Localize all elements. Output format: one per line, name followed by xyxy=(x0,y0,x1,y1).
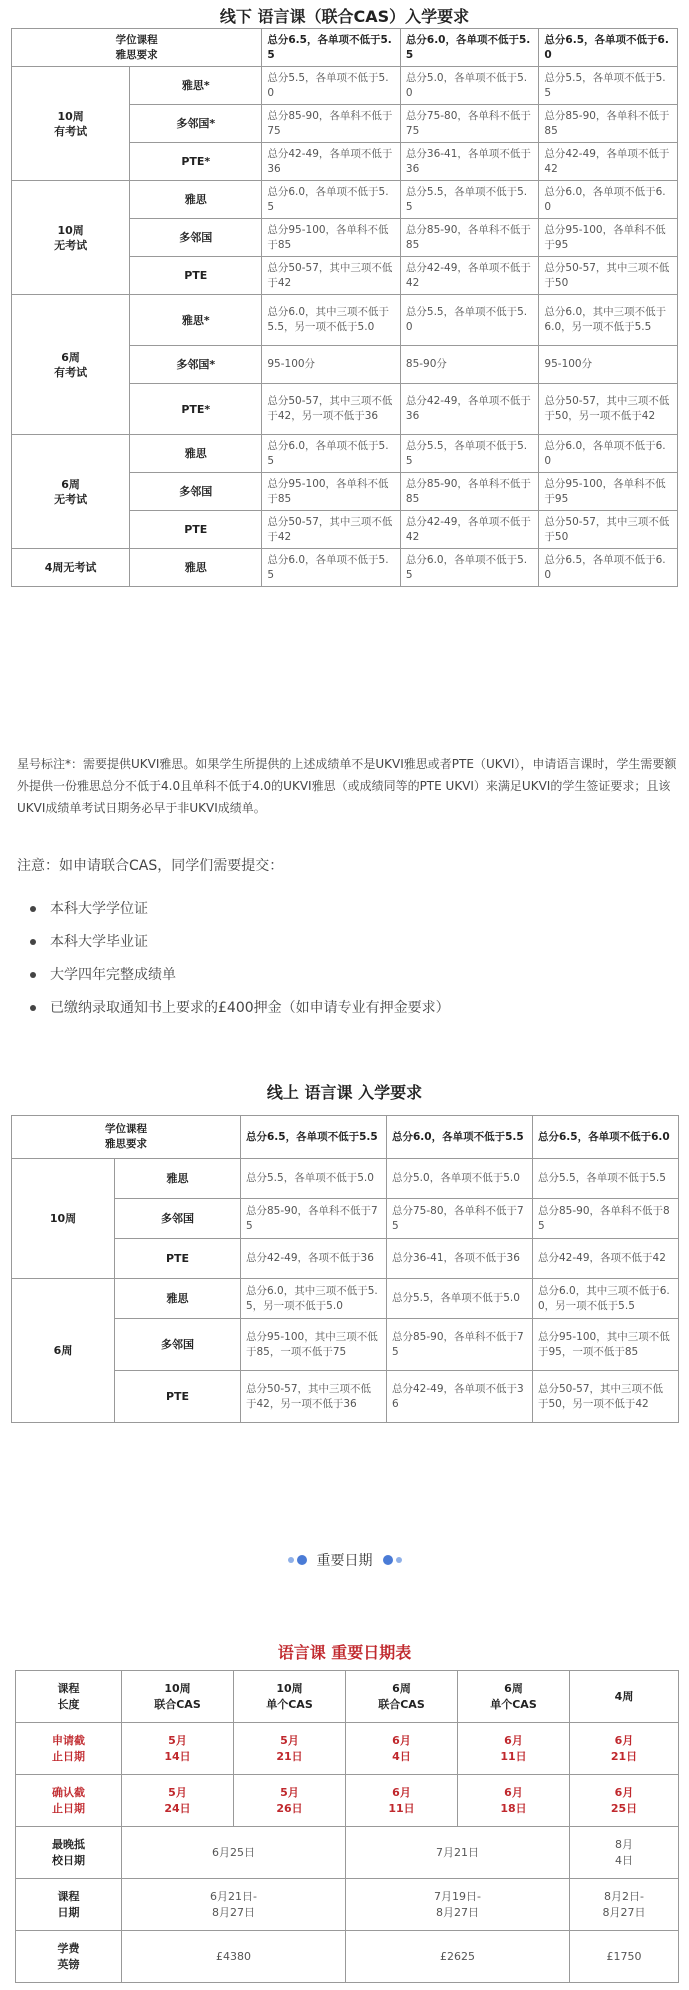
date-cell: 5月 21日 xyxy=(234,1723,346,1775)
date-cell: 6月 11日 xyxy=(458,1723,570,1775)
requirement-cell: 总分5.5，各单项不低于5.5 xyxy=(539,67,678,105)
test-type-cell: PTE xyxy=(115,1239,241,1279)
test-type-cell: PTE xyxy=(130,257,262,295)
requirement-cell: 总分50-57，其中三项不低于42 xyxy=(262,511,401,549)
test-type-cell: PTE* xyxy=(130,143,262,181)
table-row xyxy=(12,549,678,587)
requirement-cell: 总分50-57，其中三项不低于50 xyxy=(539,257,678,295)
table-row xyxy=(16,1827,679,1879)
group-label-cell: 6周 有考试 xyxy=(12,295,130,435)
test-type-cell: PTE xyxy=(115,1371,241,1423)
requirement-cell: 总分42-49，各单项不低于36 xyxy=(387,1371,533,1423)
date-cell: 5月 26日 xyxy=(234,1775,346,1827)
requirement-cell: 总分75-80，各单科不低于75 xyxy=(400,105,539,143)
header-cell: 总分6.0，各单项不低于5.5 xyxy=(400,29,539,67)
dots-icon xyxy=(288,1555,307,1565)
table-row xyxy=(16,1775,679,1827)
attention-list xyxy=(30,899,450,1031)
confirm-deadline-label: 确认截 止日期 xyxy=(16,1775,122,1827)
dates-table xyxy=(15,1670,679,1983)
test-type-cell: 多邻国 xyxy=(115,1319,241,1371)
fee-cell: £1750 xyxy=(570,1931,679,1983)
requirement-cell: 总分6.0，各单项不低于5.5 xyxy=(262,435,401,473)
table-row xyxy=(16,1723,679,1775)
requirement-cell: 总分42-49，各单项不低于36 xyxy=(400,384,539,435)
requirement-cell: 85-90分 xyxy=(400,346,539,384)
requirement-cell: 总分42-49，各项不低于42 xyxy=(533,1239,679,1279)
date-cell: 8月2日- 8月27日 xyxy=(570,1879,679,1931)
group-label-cell: 6周 无考试 xyxy=(12,435,130,549)
bullet-icon xyxy=(30,906,36,912)
requirement-cell: 总分95-100，各单科不低于85 xyxy=(262,219,401,257)
test-type-cell: 雅思 xyxy=(130,181,262,219)
date-cell: 6月 21日 xyxy=(570,1723,679,1775)
requirement-cell: 总分36-41，各单项不低于36 xyxy=(400,143,539,181)
date-cell: 6月 18日 xyxy=(458,1775,570,1827)
requirement-cell: 总分6.0，各单项不低于5.5 xyxy=(400,549,539,587)
requirement-cell: 总分42-49，各单项不低于42 xyxy=(400,511,539,549)
requirement-cell: 总分6.0，各单项不低于5.5 xyxy=(262,549,401,587)
requirement-cell: 总分5.5，各单项不低于5.5 xyxy=(533,1159,679,1199)
table-row xyxy=(12,181,678,219)
offline-title: 线下 语言课（联合CAS）入学要求 xyxy=(219,7,470,26)
group-label-cell: 6周 xyxy=(12,1279,115,1423)
header-label-cell: 学位课程 雅思要求 xyxy=(12,1116,241,1159)
requirement-cell: 总分5.5，各单项不低于5.0 xyxy=(387,1279,533,1319)
requirement-cell: 总分85-90，各单科不低于75 xyxy=(387,1319,533,1371)
fee-label: 学费 英镑 xyxy=(16,1931,122,1983)
requirement-cell: 总分5.5，各单项不低于5.0 xyxy=(262,67,401,105)
test-type-cell: 雅思 xyxy=(115,1159,241,1199)
test-type-cell: 雅思 xyxy=(130,549,262,587)
table-row xyxy=(12,1159,679,1199)
requirement-cell: 总分75-80，各单科不低于75 xyxy=(387,1199,533,1239)
arrival-label: 最晚抵 校日期 xyxy=(16,1827,122,1879)
date-cell: 8月 4日 xyxy=(570,1827,679,1879)
requirement-cell: 95-100分 xyxy=(539,346,678,384)
header-cell: 总分6.5，各单项不低于5.5 xyxy=(241,1116,387,1159)
date-cell: 5月 14日 xyxy=(122,1723,234,1775)
table-row xyxy=(16,1671,679,1723)
online-requirements-table xyxy=(11,1115,679,1423)
requirement-cell: 总分50-57，其中三项不低于50，另一项不低于42 xyxy=(539,384,678,435)
test-type-cell: 雅思* xyxy=(130,295,262,346)
list-item: 本科大学学位证 xyxy=(30,899,450,932)
requirement-cell: 总分42-49，各单项不低于42 xyxy=(400,257,539,295)
table-row xyxy=(12,435,678,473)
requirement-cell: 总分50-57，其中三项不低于42，另一项不低于36 xyxy=(241,1371,387,1423)
apply-deadline-label: 申请截 止日期 xyxy=(16,1723,122,1775)
divider-label: 重要日期 xyxy=(316,1553,373,1569)
table-row xyxy=(16,1879,679,1931)
test-type-cell: 雅思 xyxy=(130,435,262,473)
important-dates-divider xyxy=(0,1550,689,1570)
requirement-cell: 总分6.0，各单项不低于5.5 xyxy=(262,181,401,219)
requirement-cell: 总分6.5，各单项不低于6.0 xyxy=(539,549,678,587)
requirement-cell: 总分85-90，各单科不低于85 xyxy=(533,1199,679,1239)
requirement-cell: 总分85-90，各单科不低于75 xyxy=(241,1199,387,1239)
header-cell: 4周 xyxy=(570,1671,679,1723)
table-row xyxy=(12,67,678,105)
requirement-cell: 总分95-100，各单科不低于95 xyxy=(539,473,678,511)
group-label-cell: 10周 有考试 xyxy=(12,67,130,181)
test-type-cell: 多邻国* xyxy=(130,346,262,384)
requirement-cell: 总分6.0，各单项不低于6.0 xyxy=(539,181,678,219)
requirement-cell: 总分95-100，其中三项不低于95，一项不低于85 xyxy=(533,1319,679,1371)
requirement-cell: 总分5.5，各单项不低于5.0 xyxy=(400,295,539,346)
requirement-cell: 总分36-41，各项不低于36 xyxy=(387,1239,533,1279)
table-row xyxy=(12,295,678,346)
test-type-cell: 多邻国 xyxy=(130,219,262,257)
fee-cell: £4380 xyxy=(122,1931,346,1983)
requirement-cell: 总分42-49，各单项不低于36 xyxy=(262,143,401,181)
requirement-cell: 总分6.0，各单项不低于6.0 xyxy=(539,435,678,473)
test-type-cell: PTE* xyxy=(130,384,262,435)
date-cell: 6月25日 xyxy=(122,1827,346,1879)
ukvi-footnote: 星号标注*：需要提供UKVI雅思。如果学生所提供的上述成绩单不是UKVI雅思或者PTE（UKVI），申请语言课时，学生需要额外提供一份雅思总分不低于4.0且单科不低于4.0的UKVI雅思（或成绩同等的PTE UKVI）来满足UKVI的学生签证要求；且该UKVI成绩单考试日期务必早于非UKVI成绩单。 xyxy=(17,757,677,815)
list-item: 已缴纳录取通知书上要求的£400押金（如申请专业有押金要求） xyxy=(30,998,450,1031)
header-cell: 总分6.5，各单项不低于6.0 xyxy=(539,29,678,67)
group-label-cell: 10周 无考试 xyxy=(12,181,130,295)
test-type-cell: 雅思* xyxy=(130,67,262,105)
table-row xyxy=(12,29,678,67)
test-type-cell: PTE xyxy=(130,511,262,549)
date-cell: 7月21日 xyxy=(346,1827,570,1879)
date-cell: 6月 11日 xyxy=(346,1775,458,1827)
requirement-cell: 总分6.0，其中三项不低于6.0，另一项不低于5.5 xyxy=(539,295,678,346)
requirement-cell: 总分50-57，其中三项不低于50，另一项不低于42 xyxy=(533,1371,679,1423)
requirement-cell: 总分85-90，各单科不低于75 xyxy=(262,105,401,143)
header-cell: 6周 联合CAS xyxy=(346,1671,458,1723)
test-type-cell: 雅思 xyxy=(115,1279,241,1319)
test-type-cell: 多邻国 xyxy=(115,1199,241,1239)
requirement-cell: 总分6.0，其中三项不低于5.5，另一项不低于5.0 xyxy=(241,1279,387,1319)
header-cell: 10周 联合CAS xyxy=(122,1671,234,1723)
requirement-cell: 总分50-57，其中三项不低于42 xyxy=(262,257,401,295)
date-cell: 6月 25日 xyxy=(570,1775,679,1827)
requirement-cell: 总分5.0，各单项不低于5.0 xyxy=(400,67,539,105)
header-label-cell: 学位课程 雅思要求 xyxy=(12,29,262,67)
attention-title: 注意：如申请联合CAS，同学们需要提交： xyxy=(17,858,284,874)
requirement-cell: 总分95-100，各单科不低于95 xyxy=(539,219,678,257)
header-cell: 6周 单个CAS xyxy=(458,1671,570,1723)
dots-icon xyxy=(383,1555,402,1565)
offline-requirements-table xyxy=(11,28,678,587)
bullet-icon xyxy=(30,1005,36,1011)
date-cell: 7月19日- 8月27日 xyxy=(346,1879,570,1931)
list-item: 本科大学毕业证 xyxy=(30,932,450,965)
requirement-cell: 总分95-100，其中三项不低于85，一项不低于75 xyxy=(241,1319,387,1371)
header-cell: 10周 单个CAS xyxy=(234,1671,346,1723)
requirement-cell: 总分6.0，其中三项不低于6.0，另一项不低于5.5 xyxy=(533,1279,679,1319)
requirement-cell: 总分50-57，其中三项不低于42，另一项不低于36 xyxy=(262,384,401,435)
header-cell: 课程 长度 xyxy=(16,1671,122,1723)
online-title: 线上 语言课 入学要求 xyxy=(266,1083,423,1102)
requirement-cell: 总分85-90，各单科不低于85 xyxy=(539,105,678,143)
requirement-cell: 95-100分 xyxy=(262,346,401,384)
requirement-cell: 总分5.5，各单项不低于5.5 xyxy=(400,181,539,219)
date-cell: 6月21日- 8月27日 xyxy=(122,1879,346,1931)
header-cell: 总分6.0，各单项不低于5.5 xyxy=(387,1116,533,1159)
requirement-cell: 总分5.5，各单项不低于5.5 xyxy=(400,435,539,473)
test-type-cell: 多邻国* xyxy=(130,105,262,143)
requirement-cell: 总分6.0，其中三项不低于5.5，另一项不低于5.0 xyxy=(262,295,401,346)
requirement-cell: 总分5.0，各单项不低于5.0 xyxy=(387,1159,533,1199)
requirement-cell: 总分42-49，各单项不低于42 xyxy=(539,143,678,181)
course-dates-label: 课程 日期 xyxy=(16,1879,122,1931)
dates-title: 语言课 重要日期表 xyxy=(277,1643,412,1662)
date-cell: 6月 4日 xyxy=(346,1723,458,1775)
group-label-cell: 10周 xyxy=(12,1159,115,1279)
date-cell: 5月 24日 xyxy=(122,1775,234,1827)
test-type-cell: 多邻国 xyxy=(130,473,262,511)
group-label-cell: 4周无考试 xyxy=(12,549,130,587)
requirement-cell: 总分85-90，各单科不低于85 xyxy=(400,473,539,511)
requirement-cell: 总分95-100，各单科不低于85 xyxy=(262,473,401,511)
list-item: 大学四年完整成绩单 xyxy=(30,965,450,998)
table-row xyxy=(16,1931,679,1983)
table-row xyxy=(12,1116,679,1159)
bullet-icon xyxy=(30,939,36,945)
header-cell: 总分6.5，各单项不低于5.5 xyxy=(262,29,401,67)
requirement-cell: 总分42-49，各项不低于36 xyxy=(241,1239,387,1279)
requirement-cell: 总分5.5，各单项不低于5.0 xyxy=(241,1159,387,1199)
fee-cell: £2625 xyxy=(346,1931,570,1983)
requirement-cell: 总分50-57，其中三项不低于50 xyxy=(539,511,678,549)
bullet-icon xyxy=(30,972,36,978)
requirement-cell: 总分85-90，各单科不低于85 xyxy=(400,219,539,257)
header-cell: 总分6.5，各单项不低于6.0 xyxy=(533,1116,679,1159)
table-row xyxy=(12,1279,679,1319)
